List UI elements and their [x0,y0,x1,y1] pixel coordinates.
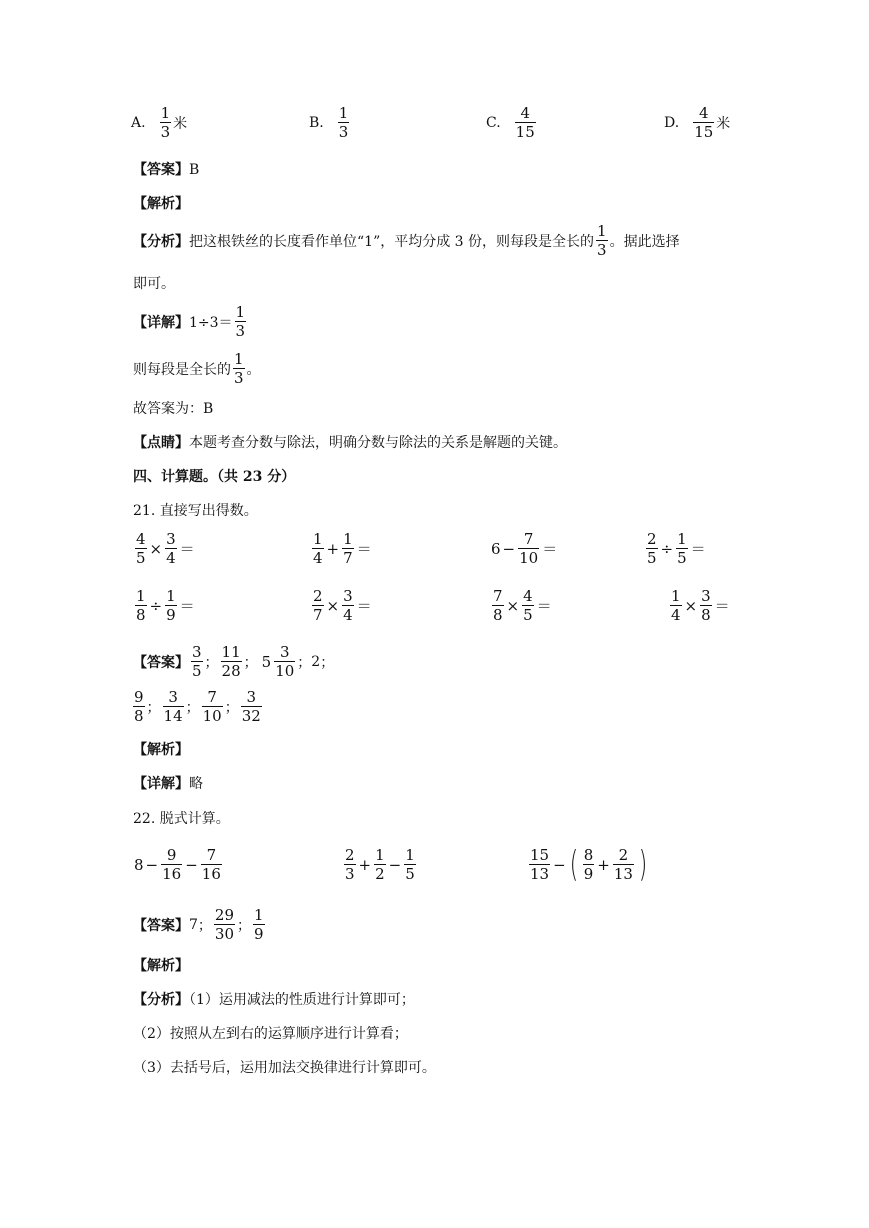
option-d [664,104,730,141]
fraction: $\frac{3}{10}$ [275,643,295,680]
fraction: $\frac{4}{5}$ [523,587,533,624]
q20-final: 故答案为：B [133,401,214,417]
fraction: $\frac{9}{8}$ [134,688,144,725]
q21-analysis-label: 【解析】 [133,742,189,758]
fraction: $\frac{1}{3}$ [597,222,607,259]
fraction: $\frac{4}{15}$ [694,104,714,141]
fraction: $\frac{4}{15}$ [515,104,535,141]
fraction: $\frac{3}{14}$ [163,688,183,725]
fraction: $\frac{2}{7}$ [313,587,323,624]
option-a [131,104,187,141]
fraction: $\frac{3}{4}$ [166,530,176,567]
fraction: $\frac{29}{30}$ [214,906,235,943]
fraction: $\frac{7}{10}$ [202,688,222,725]
option-letter: B. [309,114,324,131]
fraction: $\frac{1}{2}$ [375,846,385,883]
q20-detail2: 则每段是全长的 $\frac{1}{3}$ 。 [133,350,261,387]
q20-fenxi: 【分析】 把这根铁丝的长度看作单位“1”，平均分成 3 份，则每段是全长的 $\frac{1}{3}$ 。据此选择 [133,222,680,259]
q20-analysis-label: 【解析】 [133,196,189,212]
q22-expr1: 8 − $\frac{9}{16}$ − $\frac{7}{16}$ [134,846,221,883]
fraction: $\frac{2}{5}$ [647,530,657,567]
q22-expr3: $\frac{15}{13}$ − ( $\frac{8}{9}$ + $\frac{2}{13}$ ) [530,843,648,885]
q21-r1-item4: $\frac{2}{5}$ ÷ $\frac{1}{5}$ ＝ [647,530,706,567]
option-letter: A. [131,114,146,131]
fraction: $\frac{1}{9}$ [166,587,176,624]
fraction: $\frac{3}{8}$ [701,587,711,624]
q22-title: 22. 脱式计算。 [133,811,230,827]
q22-analysis-label: 【解析】 [133,958,189,974]
option-c [486,104,538,141]
q21-detail: 【详解】略 [133,776,203,792]
q20-dianjing: 【点睛】本题考查分数与除法，明确分数与除法的关系是解题的关键。 [133,435,567,451]
q21-r2-item3: $\frac{7}{8}$ × $\frac{4}{5}$ ＝ [493,587,552,624]
fraction: $\frac{1}{5}$ [405,846,415,883]
q22-fenxi1: 【分析】（1）运用减法的性质进行计算即可； [133,992,415,1008]
q21-r1-item1: $\frac{4}{5}$ × $\frac{3}{4}$ ＝ [136,530,195,567]
fraction: $\frac{1}{9}$ [254,906,264,943]
fraction: $\frac{1}{8}$ [136,587,146,624]
fraction: $\frac{1}{5}$ [677,530,687,567]
option-unit: 米 [173,115,188,132]
q21-r1-item2: $\frac{1}{4}$ + $\frac{1}{7}$ ＝ [313,530,372,567]
q21-answer-line1: 【答案】 $\frac{3}{5}$ ； $\frac{11}{28}$ ； 5 $\frac{3}{10}$ ； 2 ； [133,643,335,680]
fraction: $\frac{1}{7}$ [343,530,353,567]
fraction: $\frac{1}{3}$ [234,350,244,387]
fraction: $\frac{7}{10}$ [519,530,539,567]
q21-r1-item3: 6 − $\frac{7}{10}$ ＝ [491,530,558,567]
q21-answer-line2: $\frac{9}{8}$ ； $\frac{3}{14}$ ； $\frac{7}{10}$ ； $\frac{3}{32}$ [134,688,261,725]
option-letter: D. [664,114,680,131]
fraction: $\frac{8}{9}$ [583,846,594,883]
fraction: $\frac{2}{13}$ [613,846,633,883]
q22-answer: 【答案】 7 ； $\frac{29}{30}$ ； $\frac{1}{9}$ [133,906,264,943]
fraction: $\frac{15}{13}$ [530,846,550,883]
option-unit: 米 [716,115,731,132]
q20-fenxi-line2: 即可。 [133,276,175,292]
fraction: $\frac{1}{3}$ [338,104,349,141]
fraction: $\frac{1}{4}$ [313,530,323,567]
fraction: $\frac{4}{5}$ [136,530,146,567]
fraction: $\frac{1}{3}$ [160,104,171,141]
q21-r2-item2: $\frac{2}{7}$ × $\frac{3}{4}$ ＝ [313,587,372,624]
option-b [309,104,351,141]
q21-title: 21. 直接写出得数。 [133,503,258,519]
section-title: 四、计算题。（共 23 分） [133,469,296,485]
fraction: $\frac{1}{3}$ [235,303,246,340]
fraction: $\frac{7}{16}$ [201,846,221,883]
option-letter: C. [486,114,501,131]
fraction: $\frac{2}{3}$ [345,846,355,883]
fraction: $\frac{1}{4}$ [671,587,681,624]
fraction: $\frac{7}{8}$ [493,587,503,624]
q21-r2-item4: $\frac{1}{4}$ × $\frac{3}{8}$ ＝ [671,587,730,624]
fraction: $\frac{11}{28}$ [221,643,241,680]
q22-fenxi2: （2）按照从左到右的运算顺序进行计算看； [133,1026,408,1042]
q22-fenxi3: （3）去括号后，运用加法交换律进行计算即可。 [133,1060,436,1076]
fraction: $\frac{3}{5}$ [192,643,202,680]
fraction: $\frac{3}{4}$ [343,587,353,624]
fraction: $\frac{3}{32}$ [241,688,261,725]
q21-r2-item1: $\frac{1}{8}$ ÷ $\frac{1}{9}$ ＝ [136,587,195,624]
q20-answer: 【答案】B [133,162,200,178]
q20-detail: 【详解】 1÷3＝ $\frac{1}{3}$ [133,303,246,340]
fraction: $\frac{9}{16}$ [162,846,182,883]
q22-expr2: $\frac{2}{3}$ + $\frac{1}{2}$ − $\frac{1}{5}$ [345,846,415,883]
